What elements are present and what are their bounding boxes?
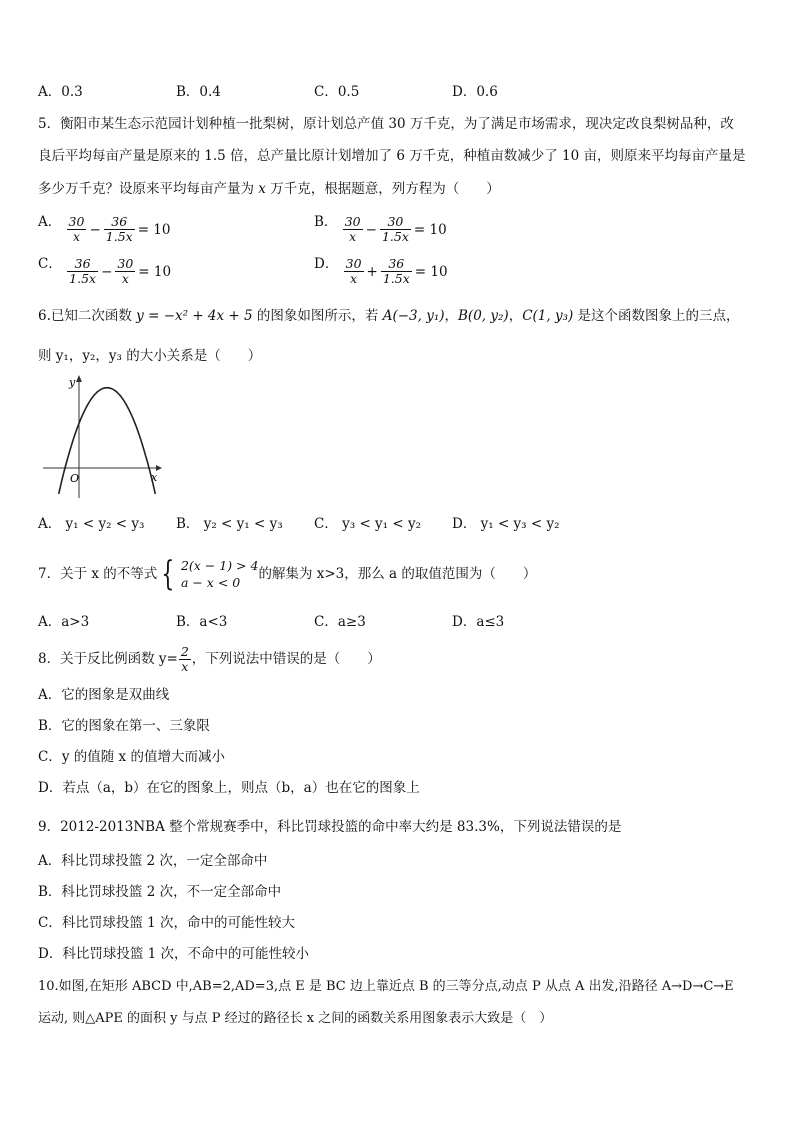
x-axis-label: x <box>151 471 158 484</box>
inequality-system <box>157 554 259 594</box>
q7-option-d[interactable]: D．a≤3 <box>452 614 505 630</box>
y-axis-arrow <box>76 375 82 382</box>
left-brace-icon: { <box>161 554 175 594</box>
option-label: C． <box>38 256 62 272</box>
q6-option-d[interactable]: D． y₁ < y₃ < y₂ <box>452 516 560 532</box>
option-label: B． <box>314 214 338 230</box>
operator: − <box>101 263 113 280</box>
equation-rhs: = 10 <box>413 221 447 238</box>
q8-stem <box>38 640 381 678</box>
q8-option-d[interactable]: D．若点（a，b）在它的图象上，则点（b，a）也在它的图象上 <box>38 780 420 796</box>
numerator: 30 <box>117 256 134 271</box>
q7-option-b[interactable]: B．a<3 <box>176 614 228 630</box>
denominator: 1.5x <box>382 271 410 286</box>
numerator: 36 <box>67 257 98 272</box>
numerator: 30 <box>345 256 362 271</box>
numerator: 30 <box>68 214 85 229</box>
equation-rhs: = 10 <box>414 263 448 280</box>
q6-point-c: C(1, y₃) <box>522 308 574 324</box>
q5-option-b[interactable] <box>314 212 449 244</box>
q6-option-b[interactable]: B． y₂ < y₁ < y₃ <box>176 516 283 532</box>
numerator: 2 <box>180 643 189 659</box>
option-label: D． <box>314 256 339 272</box>
q8-stem-tail: ，下列说法中错误的是（ ） <box>191 651 381 667</box>
equation-rhs: = 10 <box>137 221 171 238</box>
q4-option-b[interactable]: B．0.4 <box>176 84 221 100</box>
q10-stem-line2: 运动, 则△APE 的面积 y 与点 P 经过的路径长 x 之间的函数关系用图象表示大致是（ ） <box>38 1011 553 1026</box>
q5-option-d[interactable] <box>314 254 450 286</box>
q5-stem-line3 <box>38 179 500 199</box>
q9-stem: 9．2012-2013NBA 整个常规赛季中，科比罚球投篮的命中率大约是 83.3%，下列说法错误的是 <box>38 819 622 835</box>
operator: − <box>89 221 101 238</box>
equation-rhs: = 10 <box>138 263 172 280</box>
q5-stem-text: 多少万千克？设原来平均每亩产量为 <box>38 181 259 197</box>
q6-stem-line2: 则 y₁，y₂，y₃ 的大小关系是（ ） <box>38 348 262 364</box>
q7-option-a[interactable]: A．a>3 <box>38 614 90 630</box>
q6-parabola-graph <box>38 372 168 502</box>
q7-stem <box>38 552 536 596</box>
q7-stem-text: 7．关于 x 的不等式 <box>38 566 158 582</box>
q6-stem-mid: 的图象如图所示，若 <box>252 308 383 324</box>
q8-option-c[interactable]: C．y 的值随 x 的值增大而减小 <box>38 749 225 765</box>
y-axis-label: y <box>69 376 76 389</box>
q4-option-d[interactable]: D．0.6 <box>452 84 498 100</box>
q9-option-a[interactable]: A．科比罚球投篮 2 次，一定全部命中 <box>38 853 268 869</box>
operator: − <box>365 221 377 238</box>
q5-stem-line2: 良后平均每亩产量是原来的 1.5 倍，总产量比原计划增加了 6 万千克，种植亩数减少了 10 亩，则原来平均每亩产量是 <box>38 148 746 164</box>
q5-stem-line1: 5．衡阳市某生态示范园计划种植一批梨树，原计划总产值 30 万千克，为了满足市场需求，现决定改良梨树品种，改 <box>38 116 734 132</box>
denominator: 1.5x <box>105 229 133 244</box>
denominator: 1.5x <box>69 271 97 286</box>
numerator: 30 <box>380 215 411 230</box>
q6-option-a[interactable]: A． y₁ < y₂ < y₃ <box>38 516 145 532</box>
operator: + <box>366 263 378 280</box>
denominator: 1.5x <box>381 229 409 244</box>
q9-option-c[interactable]: C．科比罚球投篮 1 次，命中的可能性较大 <box>38 915 296 931</box>
q10-stem-line1: 10.如图,在矩形 ABCD 中,AB=2,AD=3,点 E 是 BC 边上靠近点 B 的三等分点,动点 P 从点 A 出发,沿路径 A→D→C→E <box>38 979 734 994</box>
denominator: x <box>181 658 189 674</box>
denominator: x <box>121 271 129 286</box>
q4-option-a[interactable]: A．0.3 <box>38 84 83 100</box>
origin-label: O <box>70 472 80 485</box>
q5-option-a[interactable] <box>38 212 172 244</box>
inequality-1: 2(x − 1) > 4 <box>180 558 259 573</box>
q7-stem-tail: 的解集为 x>3，那么 a 的取值范围为（ ） <box>258 566 537 582</box>
q7-option-c[interactable]: C．a≥3 <box>314 614 366 630</box>
denominator: x <box>350 271 358 286</box>
q6-function: y = −x² + 4x + 5 <box>136 308 253 324</box>
q6-stem-tail: 是这个函数图象上的三点， <box>573 308 740 324</box>
q6-option-c[interactable]: C． y₃ < y₁ < y₂ <box>314 516 422 532</box>
q6-stem-line1: 6.已知二次函数 y = −x² + 4x + 5 的图象如图所示，若 A(−3, y₁)，B(0, y₂)，C(1, y₃) 是这个函数图象上的三点， <box>38 308 740 324</box>
q8-option-a[interactable]: A．它的图象是双曲线 <box>38 687 170 703</box>
q6-point-a: A(−3, y₁) <box>382 308 445 324</box>
q8-stem-text: 8．关于反比例函数 y= <box>38 651 178 667</box>
q9-option-d[interactable]: D．科比罚球投篮 1 次，不命中的可能性较小 <box>38 946 309 962</box>
numerator: 36 <box>104 215 135 230</box>
q8-option-b[interactable]: B．它的图象在第一、三象限 <box>38 718 210 734</box>
q6-stem-text: 6.已知二次函数 <box>38 308 137 324</box>
q5-variable: x <box>258 181 266 197</box>
option-label: A． <box>38 214 62 230</box>
q5-stem-tail: 万千克，根据题意，列方程为（ ） <box>265 181 500 197</box>
inequality-2: a − x < 0 <box>180 575 241 590</box>
denominator: x <box>72 229 81 244</box>
q4-option-c[interactable]: C．0.5 <box>314 84 360 100</box>
q8-fraction <box>179 645 191 674</box>
numerator: 30 <box>344 214 361 229</box>
denominator: x <box>349 229 357 244</box>
q5-option-c[interactable] <box>38 254 173 286</box>
q9-option-b[interactable]: B．科比罚球投篮 2 次，不一定全部命中 <box>38 884 282 900</box>
numerator: 36 <box>381 257 412 272</box>
q6-point-b: B(0, y₂) <box>458 308 509 324</box>
